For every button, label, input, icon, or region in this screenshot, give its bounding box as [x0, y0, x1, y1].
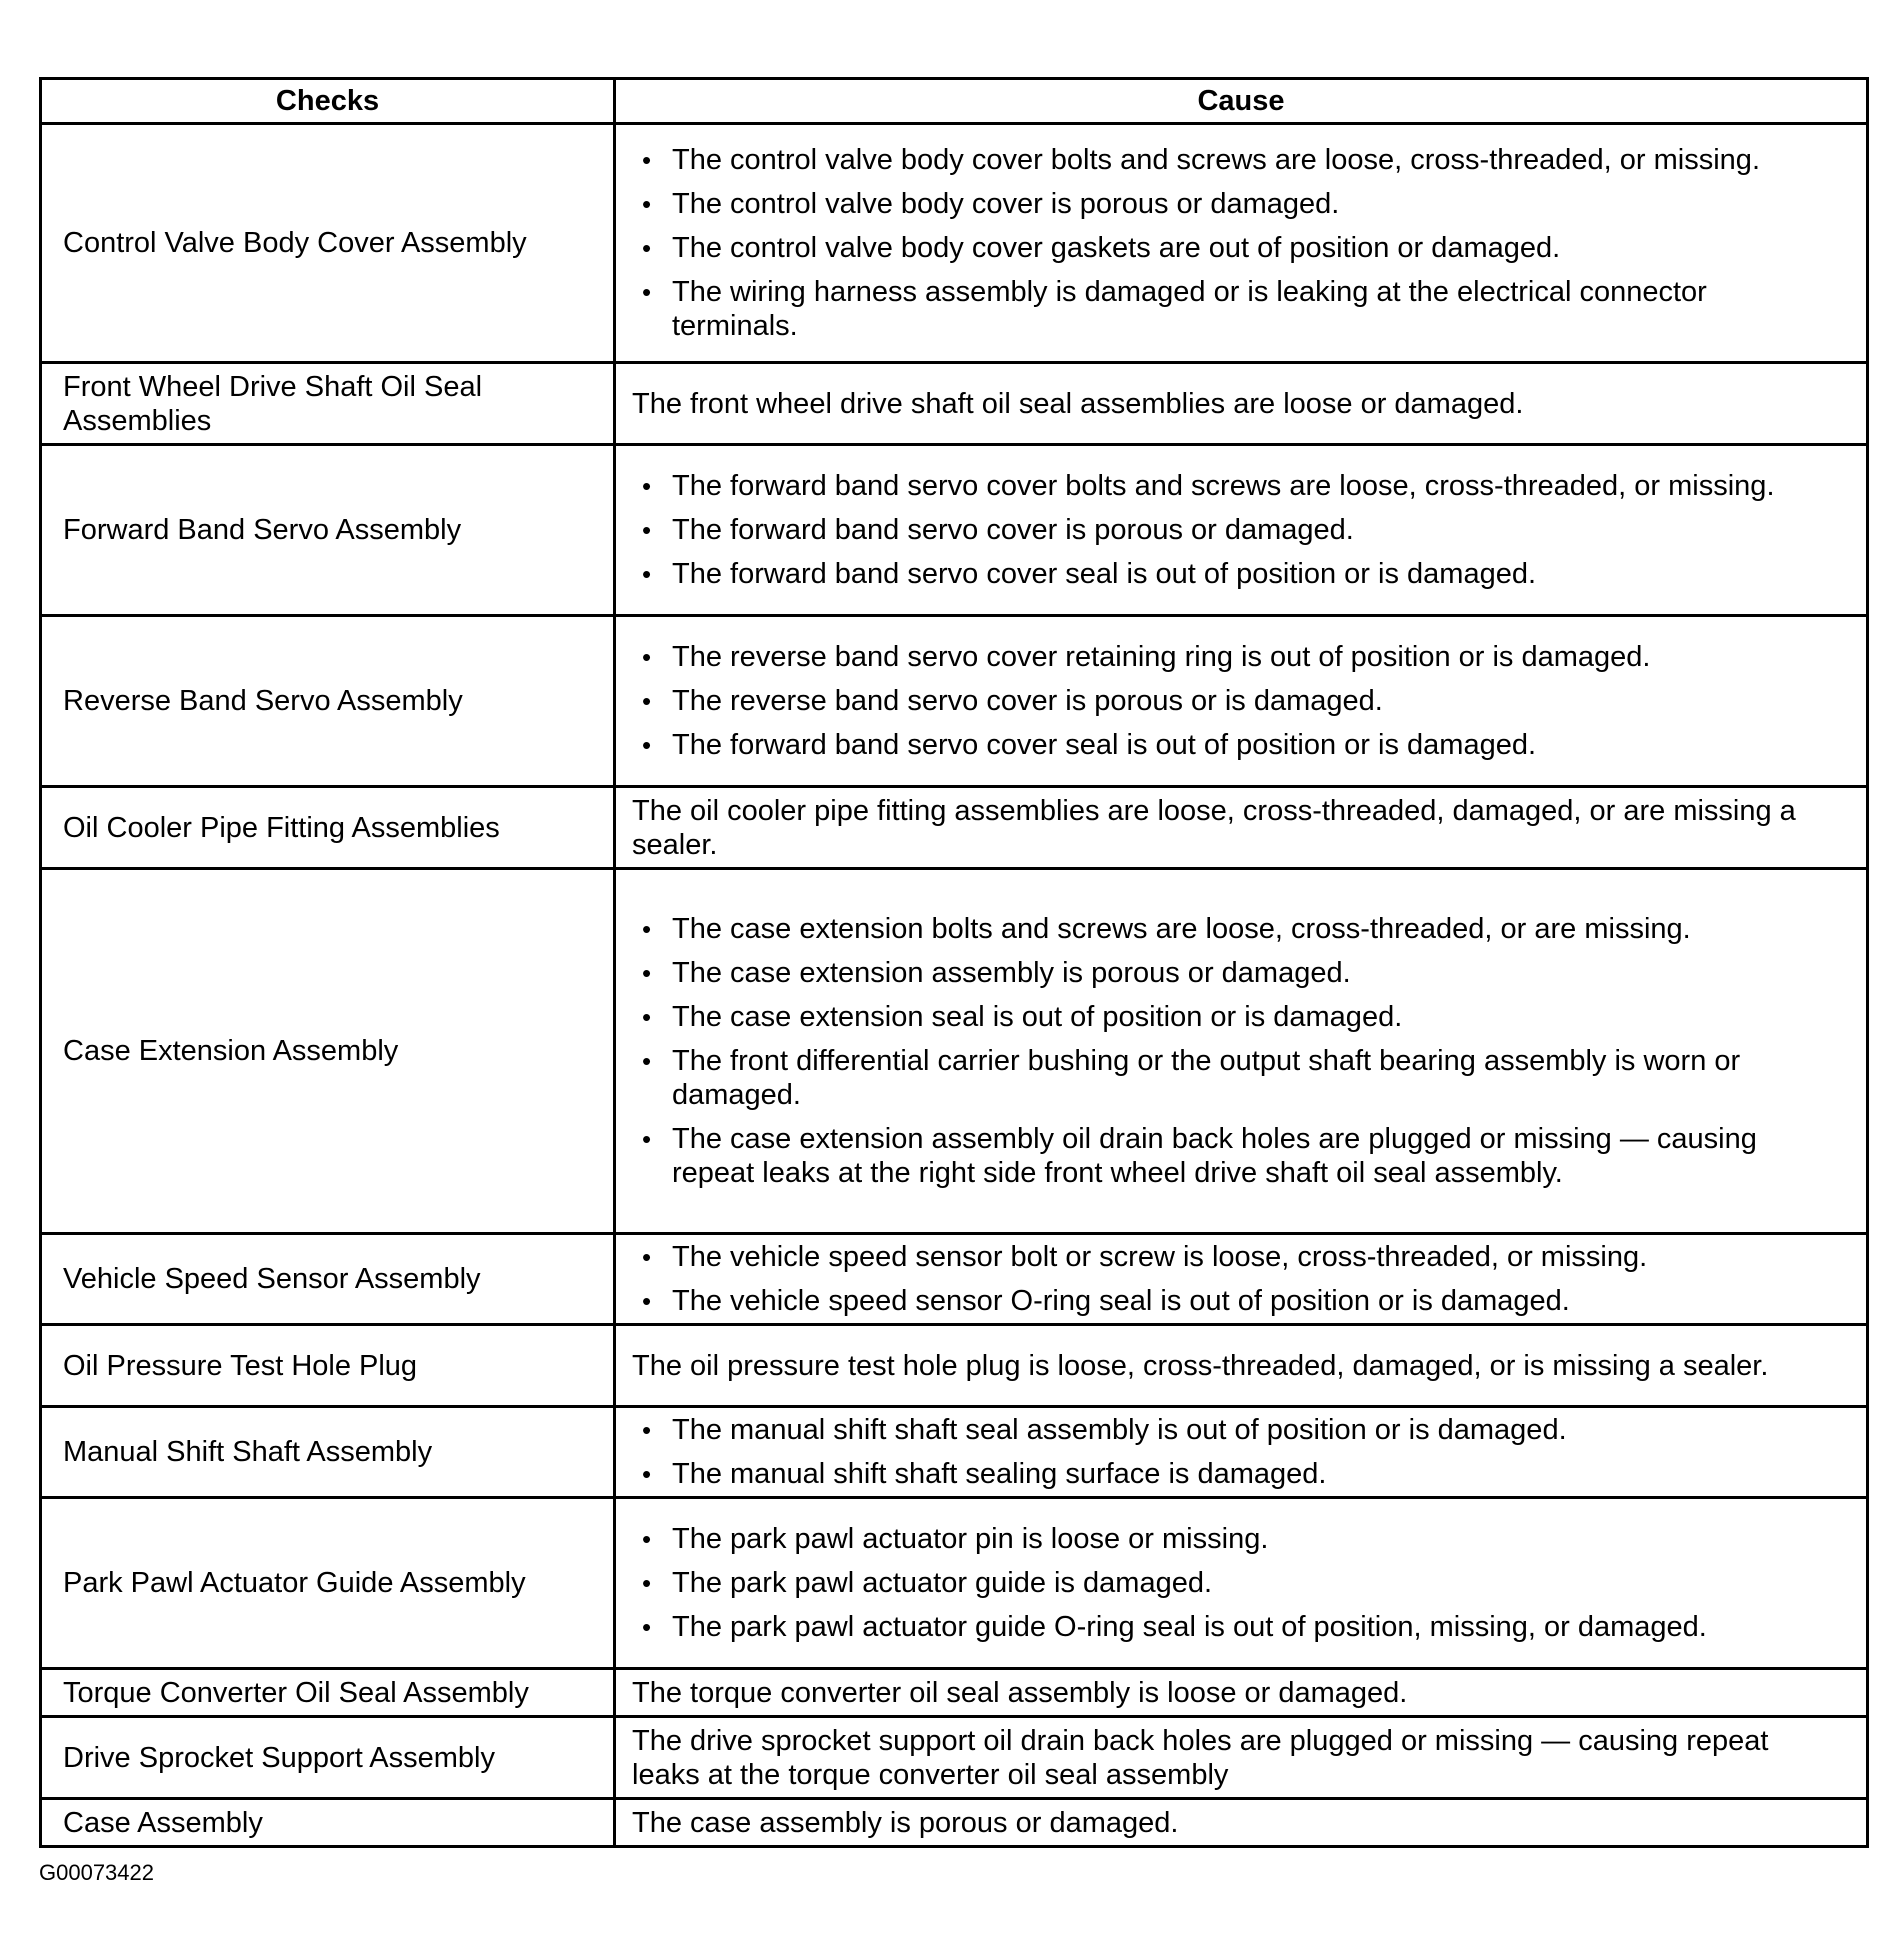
- bullet-icon: •: [642, 145, 652, 175]
- cause-list-item: [642, 1566, 1826, 1600]
- cause-text: The park pawl actuator guide O-ring seal is out of position, missing, or damaged.: [672, 1611, 1707, 1643]
- cause-text: The forward band servo cover seal is out of position or is damaged.: [672, 729, 1537, 761]
- bullet-icon: •: [642, 686, 652, 716]
- cause-list: [632, 912, 1826, 1190]
- check-cell: Manual Shift Shaft Assembly: [41, 1407, 615, 1498]
- cause-list-item: [642, 231, 1826, 265]
- cause-list-item: [642, 469, 1826, 503]
- cause-text: The control valve body cover is porous or damaged.: [672, 188, 1340, 220]
- cause-text: The manual shift shaft sealing surface is damaged.: [672, 1458, 1327, 1490]
- check-cell: Drive Sprocket Support Assembly: [41, 1717, 615, 1799]
- cause-list-item: [642, 684, 1826, 718]
- cause-text: The oil cooler pipe fitting assemblies are loose, cross-threaded, damaged, or are missing a sealer.: [632, 794, 1796, 861]
- table-row: [41, 124, 1868, 363]
- check-cell: Oil Pressure Test Hole Plug: [41, 1325, 615, 1407]
- bullet-icon: •: [642, 1286, 652, 1316]
- cause-cell: [615, 1325, 1868, 1407]
- cause-cell: [615, 363, 1868, 445]
- cause-list-item: [642, 1000, 1826, 1034]
- table-row: [41, 616, 1868, 787]
- bullet-icon: •: [642, 642, 652, 672]
- cause-text: The reverse band servo cover is porous or is damaged.: [672, 685, 1383, 717]
- check-cell: Forward Band Servo Assembly: [41, 445, 615, 616]
- cause-list-item: [642, 1284, 1826, 1318]
- cause-text: The oil pressure test hole plug is loose, cross-threaded, damaged, or is missing a sealer.: [632, 1349, 1769, 1382]
- table-row: [41, 363, 1868, 445]
- table-row: [41, 1325, 1868, 1407]
- cause-list: [632, 1240, 1826, 1318]
- cause-list-item: [642, 1240, 1826, 1274]
- bullet-icon: •: [642, 958, 652, 988]
- cause-cell: [615, 787, 1868, 869]
- cause-text: The case extension seal is out of position or is damaged.: [672, 1001, 1403, 1033]
- check-cell: Oil Cooler Pipe Fitting Assemblies: [41, 787, 615, 869]
- table-row: [41, 1498, 1868, 1669]
- table-row: [41, 787, 1868, 869]
- table-body: [41, 124, 1868, 1847]
- cause-cell: [615, 1407, 1868, 1498]
- cause-list: [632, 143, 1826, 343]
- header-checks: Checks: [41, 79, 615, 124]
- table-row: [41, 1799, 1868, 1847]
- cause-list: [632, 469, 1826, 591]
- cause-cell: [615, 616, 1868, 787]
- cause-list: [632, 1413, 1826, 1491]
- cause-list-item: [642, 1122, 1826, 1190]
- cause-text: The forward band servo cover bolts and screws are loose, cross-threaded, or missing.: [672, 470, 1775, 502]
- bullet-icon: •: [642, 559, 652, 589]
- bullet-icon: •: [642, 1124, 652, 1154]
- cause-list-item: [642, 513, 1826, 547]
- bullet-icon: •: [642, 1415, 652, 1445]
- cause-list-item: [642, 143, 1826, 177]
- cause-text: The drive sprocket support oil drain back holes are plugged or missing — causing repeat leaks at the torque converter oil seal assembly: [632, 1724, 1769, 1791]
- cause-text: The case extension bolts and screws are loose, cross-threaded, or are missing.: [672, 913, 1691, 945]
- bullet-icon: •: [642, 233, 652, 263]
- bullet-icon: •: [642, 1242, 652, 1272]
- check-cell: Front Wheel Drive Shaft Oil Seal Assemblies: [41, 363, 615, 445]
- cause-list-item: [642, 956, 1826, 990]
- cause-list-item: [642, 912, 1826, 946]
- bullet-icon: •: [642, 730, 652, 760]
- header-row: [41, 79, 1868, 124]
- bullet-icon: •: [642, 277, 652, 307]
- cause-text: The manual shift shaft seal assembly is out of position or is damaged.: [672, 1414, 1567, 1446]
- cause-text: The vehicle speed sensor O-ring seal is out of position or is damaged.: [672, 1285, 1570, 1317]
- bullet-icon: •: [642, 1046, 652, 1076]
- check-cell: Case Assembly: [41, 1799, 615, 1847]
- cause-text: The front differential carrier bushing or the output shaft bearing assembly is worn or damaged.: [672, 1045, 1741, 1111]
- check-cell: Case Extension Assembly: [41, 869, 615, 1234]
- check-cell: Vehicle Speed Sensor Assembly: [41, 1234, 615, 1325]
- table-row: [41, 1407, 1868, 1498]
- figure-id: G00073422: [39, 1860, 154, 1885]
- check-cell: Torque Converter Oil Seal Assembly: [41, 1669, 615, 1717]
- cause-list-item: [642, 1457, 1826, 1491]
- cause-cell: [615, 1717, 1868, 1799]
- cause-cell: [615, 124, 1868, 363]
- cause-cell: [615, 1669, 1868, 1717]
- checks-table-container: [39, 77, 1866, 1848]
- cause-text: The wiring harness assembly is damaged or is leaking at the electrical connector terminals.: [672, 276, 1707, 342]
- cause-text: The vehicle speed sensor bolt or screw is loose, cross-threaded, or missing.: [672, 1241, 1648, 1273]
- header-cause: Cause: [615, 79, 1868, 124]
- cause-cell: [615, 1799, 1868, 1847]
- cause-text: The forward band servo cover seal is out of position or is damaged.: [672, 558, 1537, 590]
- cause-text: The park pawl actuator guide is damaged.: [672, 1567, 1213, 1599]
- cause-text: The case assembly is porous or damaged.: [632, 1806, 1179, 1839]
- cause-list-item: [642, 1522, 1826, 1556]
- cause-text: The park pawl actuator pin is loose or missing.: [672, 1523, 1269, 1555]
- cause-list-item: [642, 1044, 1826, 1112]
- cause-text: The torque converter oil seal assembly is loose or damaged.: [632, 1676, 1408, 1709]
- cause-list-item: [642, 187, 1826, 221]
- cause-list-item: [642, 557, 1826, 591]
- cause-cell: [615, 869, 1868, 1234]
- bullet-icon: •: [642, 914, 652, 944]
- cause-text: The case extension assembly is porous or damaged.: [672, 957, 1351, 989]
- table-row: [41, 869, 1868, 1234]
- bullet-icon: •: [642, 1524, 652, 1554]
- bullet-icon: •: [642, 1002, 652, 1032]
- check-cell: Control Valve Body Cover Assembly: [41, 124, 615, 363]
- bullet-icon: •: [642, 1568, 652, 1598]
- cause-text: The forward band servo cover is porous or damaged.: [672, 514, 1354, 546]
- bullet-icon: •: [642, 189, 652, 219]
- cause-list-item: [642, 1413, 1826, 1447]
- cause-text: The reverse band servo cover retaining ring is out of position or is damaged.: [672, 641, 1651, 673]
- cause-list-item: [642, 728, 1826, 762]
- cause-text: The control valve body cover gaskets are out of position or damaged.: [672, 232, 1561, 264]
- checks-table: [39, 77, 1869, 1848]
- bullet-icon: •: [642, 1459, 652, 1489]
- cause-text: The case extension assembly oil drain back holes are plugged or missing — causing repeat leaks at the right side front wheel drive shaft oil seal assembly.: [672, 1123, 1757, 1189]
- check-cell: Park Pawl Actuator Guide Assembly: [41, 1498, 615, 1669]
- cause-list-item: [642, 275, 1826, 343]
- cause-cell: [615, 1498, 1868, 1669]
- bullet-icon: •: [642, 1612, 652, 1642]
- table-row: [41, 1717, 1868, 1799]
- cause-list: [632, 640, 1826, 762]
- bullet-icon: •: [642, 471, 652, 501]
- cause-text: The control valve body cover bolts and screws are loose, cross-threaded, or missing.: [672, 144, 1760, 176]
- cause-text: The front wheel drive shaft oil seal assemblies are loose or damaged.: [632, 387, 1524, 420]
- cause-cell: [615, 445, 1868, 616]
- cause-cell: [615, 1234, 1868, 1325]
- table-row: [41, 445, 1868, 616]
- cause-list-item: [642, 1610, 1826, 1644]
- table-row: [41, 1669, 1868, 1717]
- check-cell: Reverse Band Servo Assembly: [41, 616, 615, 787]
- table-row: [41, 1234, 1868, 1325]
- cause-list-item: [642, 640, 1826, 674]
- bullet-icon: •: [642, 515, 652, 545]
- cause-list: [632, 1522, 1826, 1644]
